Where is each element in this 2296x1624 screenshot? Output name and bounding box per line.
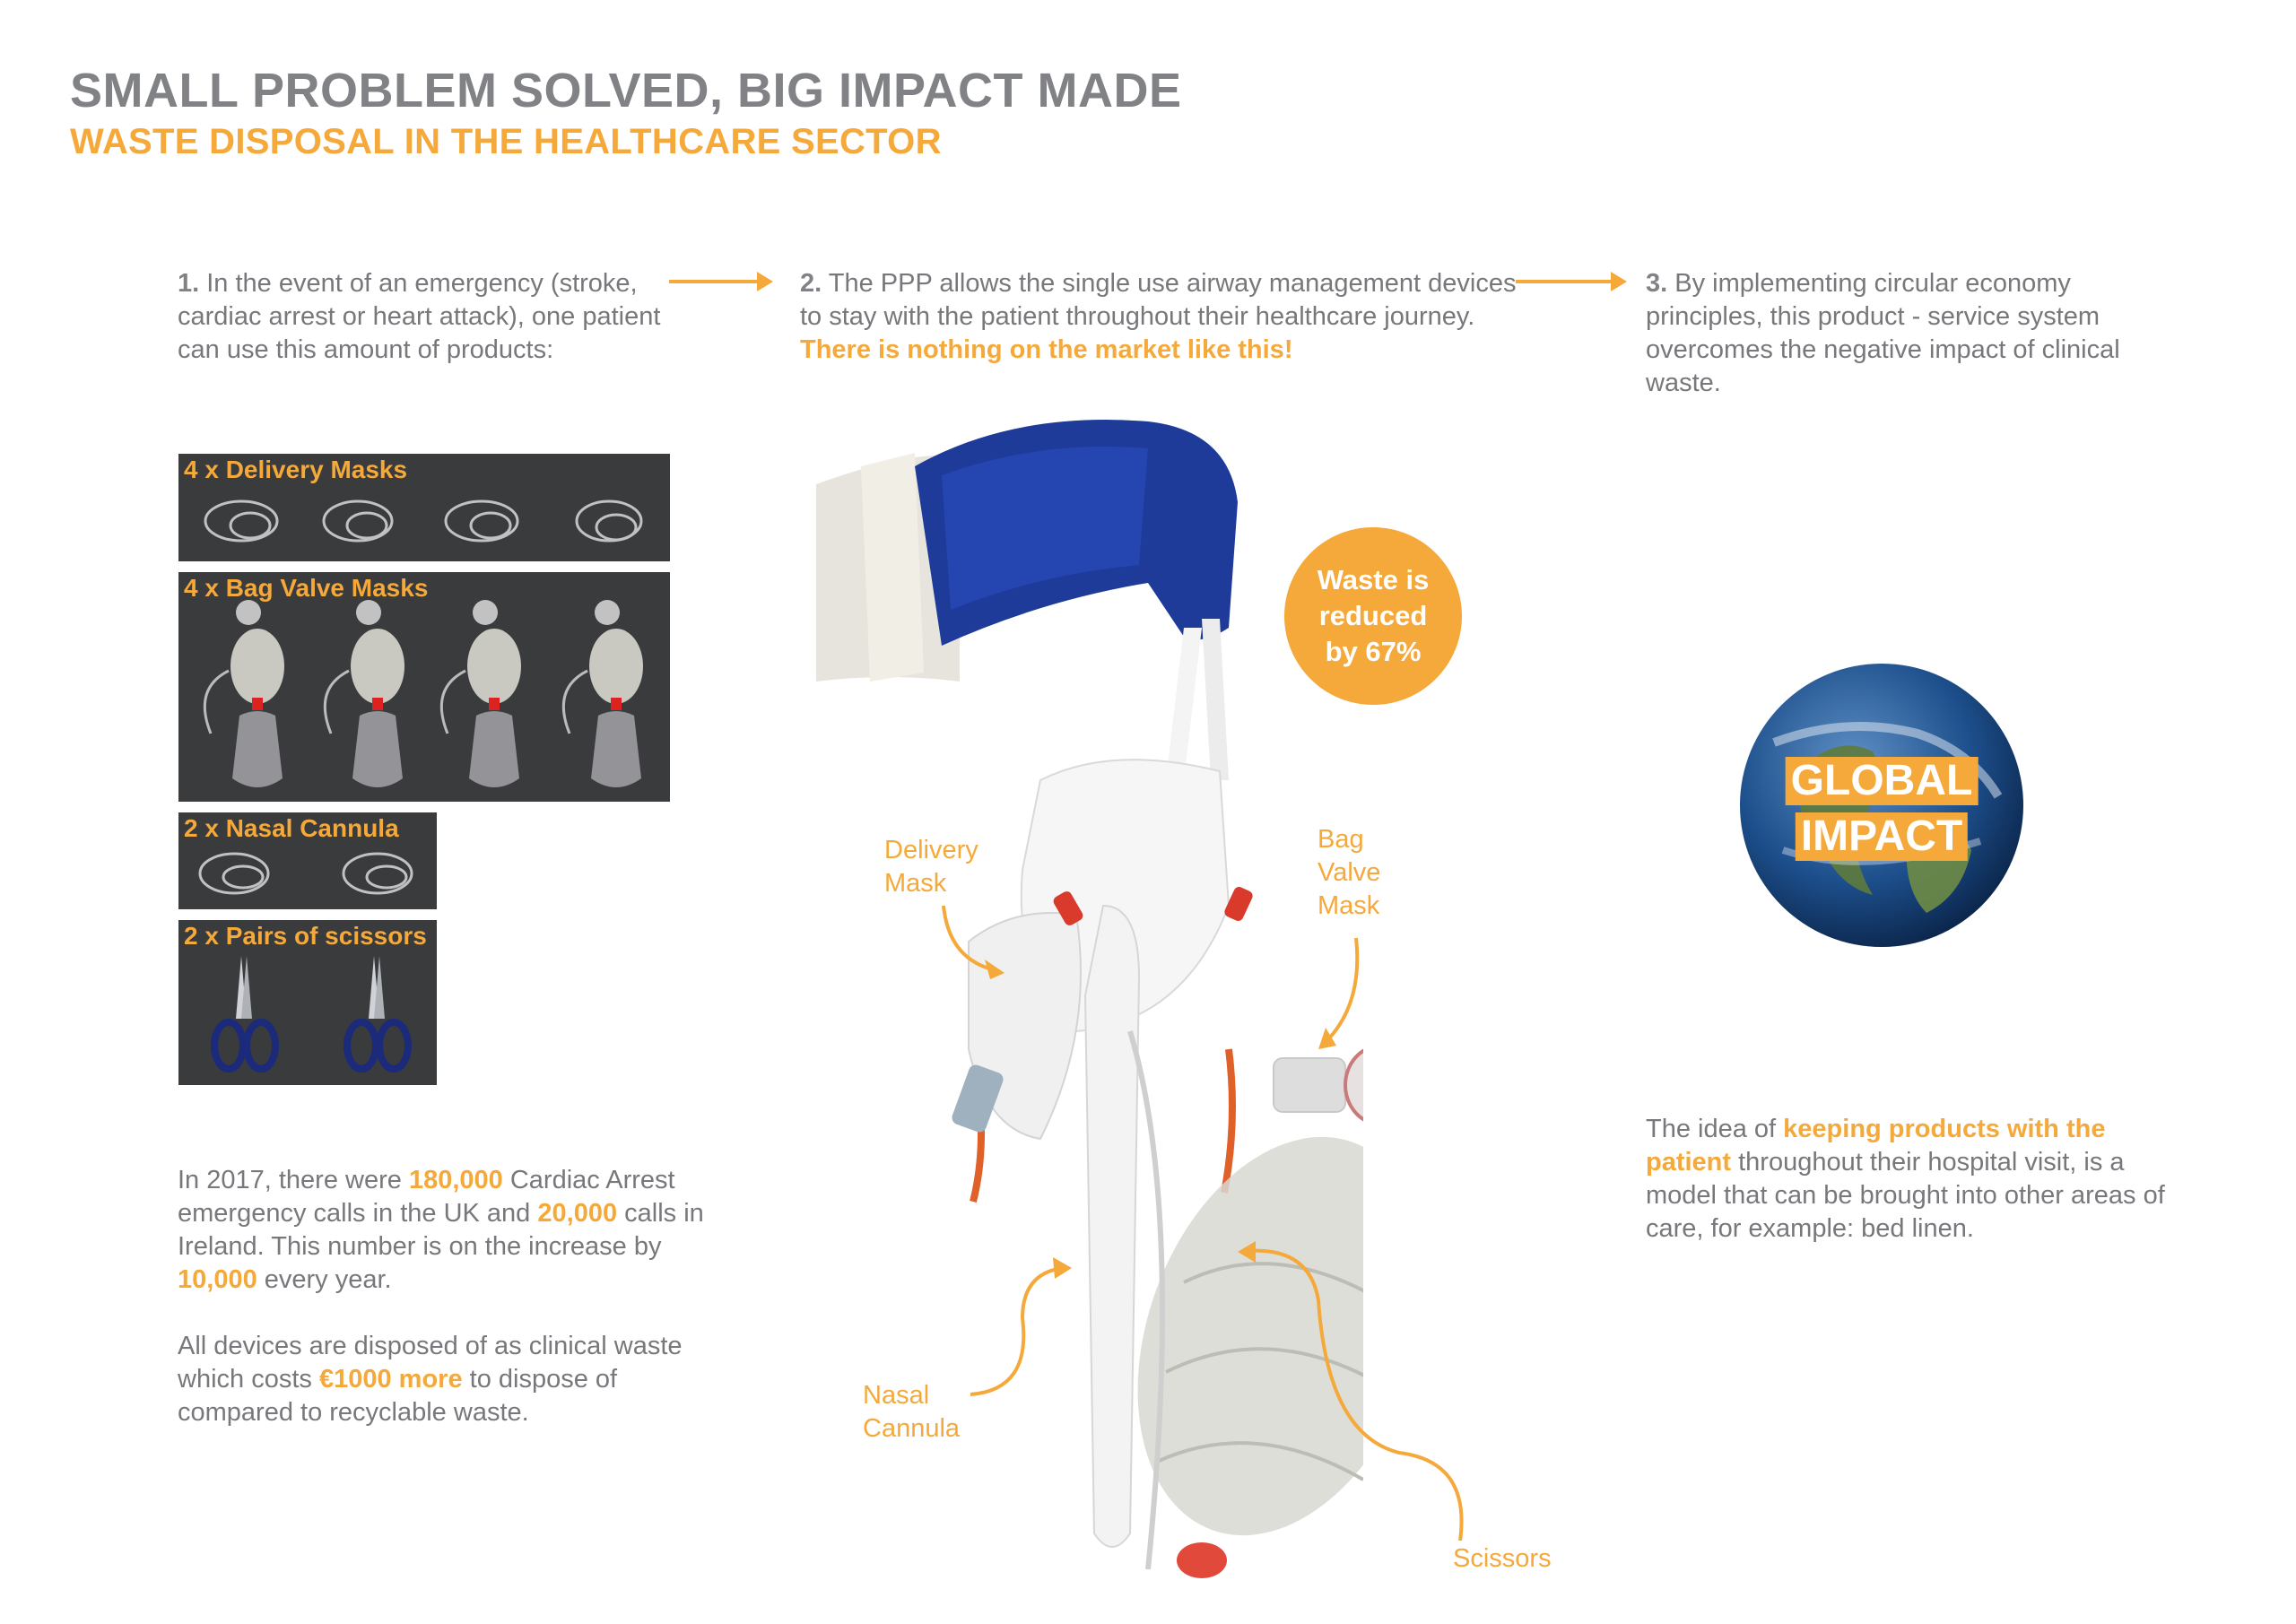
callout-delivery-line-1: Delivery [884, 836, 978, 864]
badge-line-3: by 67% [1325, 636, 1422, 667]
callout-nasal-line-2: Cannula [863, 1414, 961, 1443]
delivery-mask-arrowhead [985, 960, 1004, 979]
page-title: SMALL PROBLEM SOLVED, BIG IMPACT MADE [70, 64, 1182, 117]
stats-increase: 10,000 [178, 1265, 257, 1294]
stats-text-a: In 2017, there were [178, 1166, 409, 1194]
callout-bag-line-2: Valve [1318, 858, 1381, 887]
stats-ireland-calls: 20,000 [537, 1199, 618, 1228]
stats-text-c: Cardiac Arrest emergency calls in the UK and [178, 1166, 675, 1228]
step-3-text: By implementing circular economy principles, this product - service system overcomes the negative impact of clinical waste. [1646, 269, 2120, 397]
badge-line-2: reduced [1318, 600, 1428, 631]
idea-text-c: throughout their hospital visit, is a model that can be brought into other areas of care, for example: bed linen. [1646, 1148, 2165, 1243]
cost-highlight: €1000 more [318, 1365, 463, 1394]
callout-bag-line-3: Mask [1318, 891, 1380, 920]
step-2-text: The PPP allows the single use airway management devices to stay with the patient throughout their healthcare journey. [800, 269, 1517, 331]
step-1-number: 1. [178, 269, 200, 298]
idea-highlight: keeping products with the patient [1646, 1115, 2106, 1177]
page-subtitle: WASTE DISPOSAL IN THE HEALTHCARE SECTOR [70, 122, 942, 161]
scissors-arrow [1247, 1251, 1462, 1541]
nasal-cannula-arrow [970, 1268, 1063, 1394]
callout-scissors: Scissors [1453, 1544, 1552, 1573]
step-2-number: 2. [800, 269, 822, 298]
delivery-masks-label: 4 x Delivery Masks [184, 456, 408, 483]
nasal-cannula-label: 2 x Nasal Cannula [184, 814, 399, 842]
idea-paragraph [1646, 1113, 2175, 1246]
callout-nasal-line-1: Nasal [863, 1381, 930, 1410]
globe-line-2: IMPACT [1796, 812, 1968, 861]
step-1-text: In the event of an emergency (stroke, cardiac arrest or heart attack), one patient can use this amount of products: [178, 269, 661, 364]
callout-delivery-line-2: Mask [884, 869, 947, 898]
bag-valve-masks-label: 4 x Bag Valve Masks [184, 574, 429, 602]
stats-text-e: calls in Ireland. This number is on the increase by [178, 1199, 704, 1261]
step-3-number: 3. [1646, 269, 1668, 298]
globe-icon [1738, 662, 2025, 949]
globe-line-1: GLOBAL [1786, 757, 1979, 805]
delivery-mask-arrow [944, 906, 996, 970]
idea-text-a: The idea of [1646, 1115, 1784, 1143]
callout-bag-line-1: Bag [1318, 825, 1364, 854]
scissors-arrowhead [1238, 1241, 1256, 1263]
scissors-label: 2 x Pairs of scissors [184, 922, 427, 950]
cost-text-c: to dispose of compared to recyclable waste. [178, 1365, 618, 1427]
nasal-cannula-arrowhead [1053, 1257, 1072, 1279]
stats-text-g: every year. [257, 1265, 392, 1294]
badge-line-1: Waste is [1317, 564, 1430, 595]
step-2-highlight: There is nothing on the market like this! [800, 335, 1293, 364]
globe-graphic [1738, 662, 2025, 949]
cost-text-a: All devices are disposed of as clinical waste which costs [178, 1332, 683, 1394]
stats-uk-calls: 180,000 [408, 1166, 503, 1194]
bag-valve-arrow [1326, 938, 1357, 1042]
